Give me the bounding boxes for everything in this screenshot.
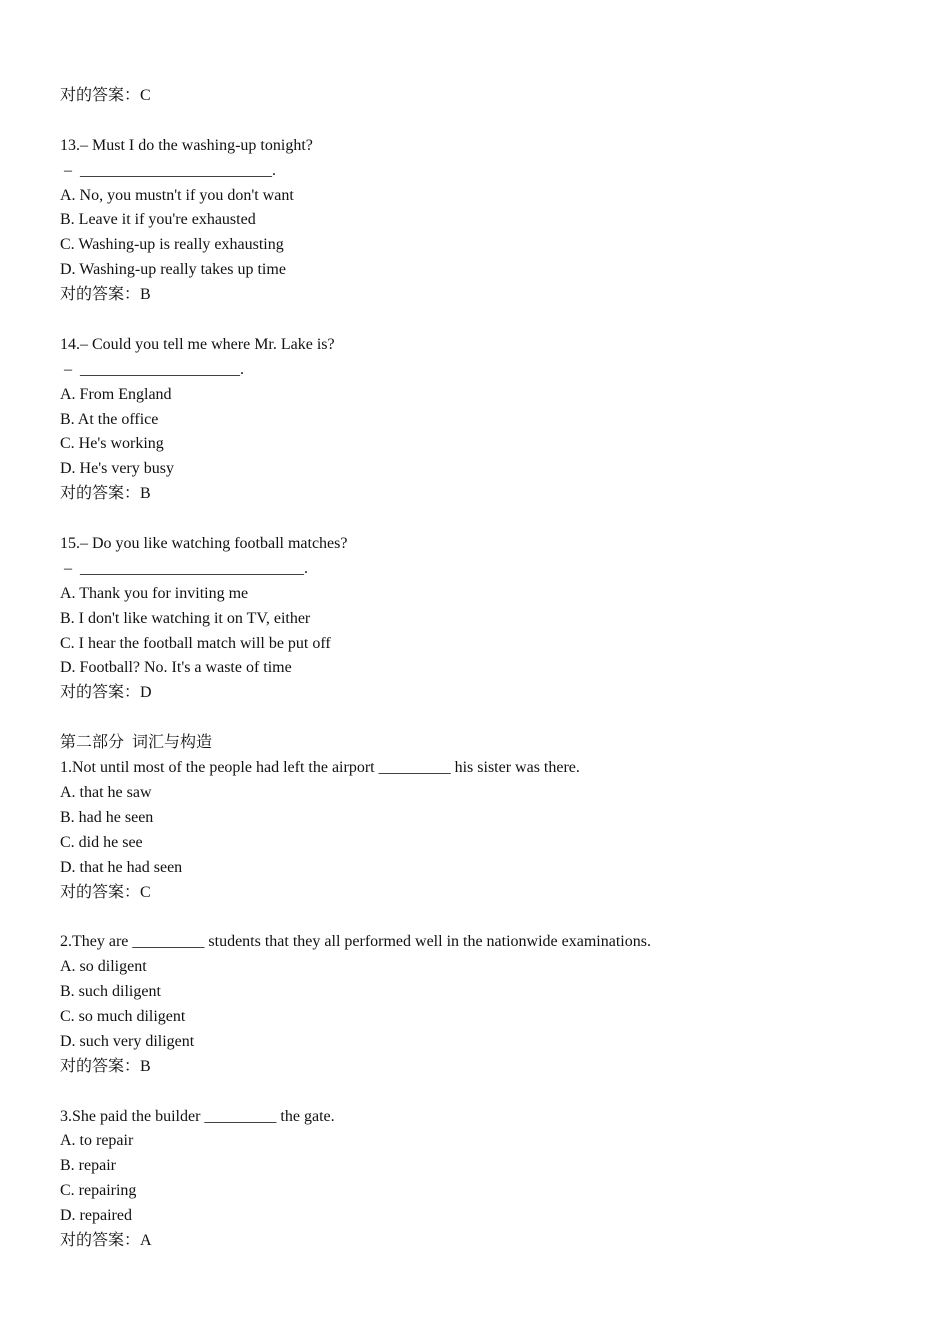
option-b: B. At the office	[60, 410, 159, 428]
answer-line: 对的答案：B	[60, 1057, 151, 1075]
answer-line: 对的答案：D	[60, 684, 152, 702]
option-c: C. He's working	[60, 435, 164, 453]
question-block-13	[60, 134, 900, 308]
answer-line: 对的答案：B	[60, 485, 151, 503]
option-d: D. He's very busy	[60, 460, 174, 478]
question-block-15	[60, 532, 900, 706]
option-a: A. so diligent	[60, 958, 147, 976]
option-c: C. I hear the football match will be put off	[60, 634, 331, 652]
option-d: D. such very diligent	[60, 1032, 195, 1050]
option-a: A. that he saw	[60, 783, 152, 801]
spacer	[60, 308, 900, 333]
spacer	[60, 905, 900, 930]
option-d: D. Football? No. It's a waste of time	[60, 659, 292, 677]
option-c: C. repairing	[60, 1182, 137, 1200]
answer-line: 对的答案：A	[60, 1231, 152, 1249]
question-text: 13.– Must I do the washing-up tonight?	[60, 136, 313, 154]
question-block-p2-2	[60, 930, 900, 1079]
option-b: B. repair	[60, 1157, 116, 1175]
question-block-14	[60, 333, 900, 507]
option-c: C. did he see	[60, 833, 143, 851]
option-c: C. Washing-up is really exhausting	[60, 236, 284, 254]
answer-line: 对的答案：C	[60, 883, 151, 901]
document-page	[60, 84, 900, 1254]
answer-line: 对的答案：B	[60, 286, 151, 304]
spacer	[60, 1080, 900, 1105]
question-text: 1.Not until most of the people had left the airport _________ his sister was there.	[60, 759, 580, 777]
question-block-p2-3	[60, 1105, 900, 1254]
spacer	[60, 507, 900, 532]
response-blank: – ________________________.	[64, 161, 276, 179]
option-b: B. had he seen	[60, 808, 154, 826]
option-a: A. to repair	[60, 1132, 134, 1150]
option-b: B. such diligent	[60, 983, 161, 1001]
answer-line: 对的答案：C	[60, 87, 151, 104]
option-a: A. No, you mustn't if you don't want	[60, 186, 294, 204]
response-blank: – ____________________________.	[64, 559, 308, 577]
option-b: B. I don't like watching it on TV, either	[60, 609, 311, 627]
option-c: C. so much diligent	[60, 1007, 186, 1025]
option-a: A. Thank you for inviting me	[60, 584, 249, 602]
option-d: D. Washing-up really takes up time	[60, 261, 286, 279]
section-heading: 第二部分 词汇与构造	[60, 734, 213, 752]
question-block-p2-1	[60, 756, 900, 905]
spacer	[60, 109, 900, 134]
option-a: A. From England	[60, 385, 172, 403]
spacer	[60, 706, 900, 731]
option-d: D. repaired	[60, 1207, 132, 1225]
response-blank: – ____________________.	[64, 360, 244, 378]
question-text: 2.They are _________ students that they all performed well in the nationwide examinations.	[60, 933, 651, 951]
option-d: D. that he had seen	[60, 858, 183, 876]
question-text: 15.– Do you like watching football matches?	[60, 535, 348, 553]
question-text: 3.She paid the builder _________ the gate.	[60, 1107, 335, 1125]
option-b: B. Leave it if you're exhausted	[60, 211, 256, 229]
question-text: 14.– Could you tell me where Mr. Lake is?	[60, 335, 335, 353]
